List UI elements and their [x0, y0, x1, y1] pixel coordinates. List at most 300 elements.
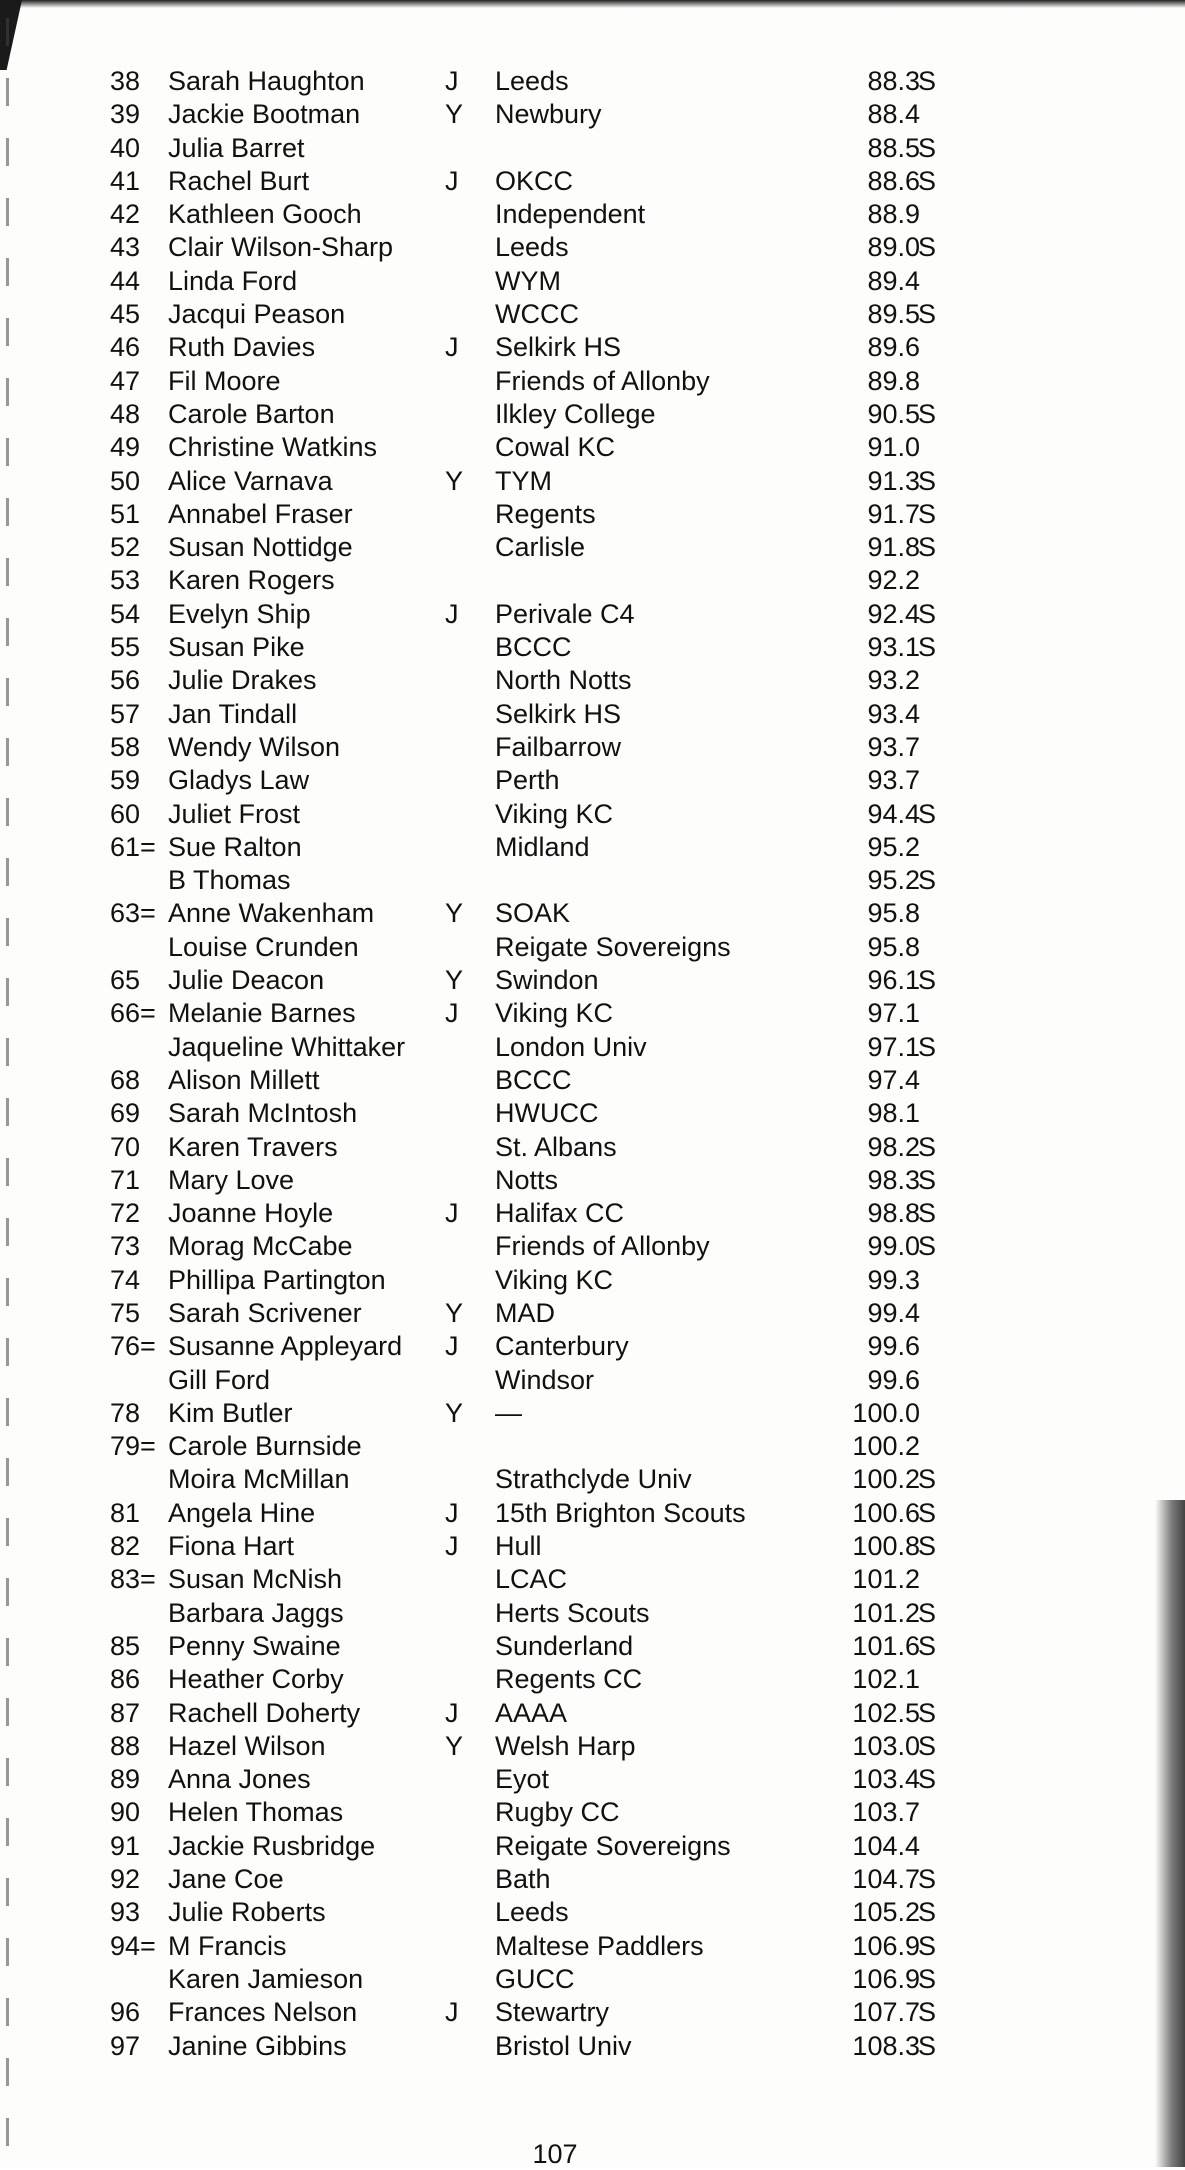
result-position: 66= — [110, 998, 156, 1029]
result-name: Penny Swaine — [168, 1630, 341, 1661]
result-name: Karen Rogers — [168, 565, 335, 596]
result-time: 98.2 — [867, 1131, 920, 1162]
result-name: Mary Love — [168, 1164, 295, 1195]
result-time: 108.3 — [852, 2030, 920, 2061]
result-row — [110, 864, 970, 897]
result-position: 58 — [110, 731, 141, 762]
result-time: 106.9 — [852, 1963, 920, 1994]
result-position: 94= — [110, 1930, 156, 1961]
result-club: Bristol Univ — [495, 2030, 632, 2061]
result-row — [110, 997, 970, 1030]
result-time: 93.7 — [867, 731, 920, 762]
result-position: 69 — [110, 1098, 141, 1129]
result-position: 89 — [110, 1764, 141, 1795]
result-position: 52 — [110, 532, 141, 563]
result-time: 98.3 — [867, 1164, 920, 1195]
result-club: Sunderland — [495, 1630, 634, 1661]
result-row — [110, 1996, 970, 2029]
result-row — [110, 1530, 970, 1563]
result-club: Regents — [495, 498, 596, 529]
result-time: 93.4 — [867, 698, 920, 729]
result-position: 90 — [110, 1797, 141, 1828]
result-flag: S — [918, 1963, 937, 1994]
result-name: Jaqueline Whittaker — [168, 1031, 406, 1062]
result-club: HWUCC — [495, 1098, 599, 1129]
result-row — [110, 1730, 970, 1763]
result-club: Friends of Allonby — [495, 365, 710, 396]
result-time: 91.0 — [867, 432, 920, 463]
result-flag: S — [918, 1531, 937, 1562]
result-club: OKCC — [495, 165, 574, 196]
result-row — [110, 631, 970, 664]
result-time: 88.3 — [867, 66, 920, 96]
result-name: Sarah McIntosh — [168, 1098, 358, 1129]
result-time: 101.6 — [852, 1630, 920, 1661]
result-name: Rachel Burt — [168, 165, 310, 196]
result-time: 101.2 — [852, 1597, 920, 1628]
result-time: 91.8 — [867, 532, 920, 563]
result-club: Independent — [495, 199, 646, 230]
result-name: Carole Burnside — [168, 1431, 362, 1462]
result-flag: S — [918, 532, 937, 563]
result-row — [110, 1563, 970, 1596]
result-name: Frances Nelson — [168, 1997, 358, 2028]
result-row — [110, 165, 970, 198]
result-club: BCCC — [495, 1064, 572, 1095]
result-row — [110, 831, 970, 864]
result-name: B Thomas — [168, 865, 291, 896]
result-position: 91 — [110, 1830, 141, 1861]
result-name: Julie Deacon — [168, 965, 325, 996]
result-name: M Francis — [168, 1930, 287, 1961]
result-name: Susan McNish — [168, 1564, 343, 1595]
result-position: 70 — [110, 1131, 141, 1162]
result-row — [110, 1930, 970, 1963]
result-name: Hazel Wilson — [168, 1730, 326, 1761]
result-flag: S — [918, 1730, 937, 1761]
result-club: WCCC — [495, 299, 579, 330]
result-club: Selkirk HS — [495, 332, 622, 363]
result-flag: S — [918, 598, 937, 629]
result-time: 90.5 — [867, 398, 920, 429]
result-category: Y — [445, 1397, 464, 1428]
result-row — [110, 431, 970, 464]
result-time: 103.7 — [852, 1797, 920, 1828]
result-flag: S — [918, 1164, 937, 1195]
result-flag: S — [918, 1864, 937, 1895]
result-time: 91.7 — [867, 498, 920, 529]
result-row — [110, 1131, 970, 1164]
result-row — [110, 1630, 970, 1663]
result-row — [110, 897, 970, 930]
result-category: J — [445, 1697, 459, 1728]
result-row — [110, 1763, 970, 1796]
result-club: Viking KC — [495, 1264, 614, 1295]
result-time: 89.4 — [867, 265, 920, 296]
result-club: Windsor — [495, 1364, 595, 1395]
result-club: TYM — [495, 465, 552, 496]
result-name: Linda Ford — [168, 265, 298, 296]
result-name: Kim Butler — [168, 1397, 293, 1428]
result-time: 102.5 — [852, 1697, 920, 1728]
result-row — [110, 931, 970, 964]
result-name: Melanie Barnes — [168, 998, 356, 1029]
result-row — [110, 1497, 970, 1530]
result-name: Sarah Haughton — [168, 66, 365, 96]
result-name: Evelyn Ship — [168, 598, 311, 629]
result-flag: S — [918, 299, 937, 330]
result-position: 55 — [110, 632, 141, 663]
result-time: 99.4 — [867, 1297, 920, 1328]
result-time: 93.7 — [867, 765, 920, 796]
result-row — [110, 1097, 970, 1130]
result-row — [110, 1264, 970, 1297]
result-row — [110, 2030, 970, 2063]
result-row — [110, 198, 970, 231]
result-name: Fil Moore — [168, 365, 281, 396]
result-name: Christine Watkins — [168, 432, 378, 463]
result-position: 44 — [110, 265, 141, 296]
result-flag: S — [918, 1464, 937, 1495]
result-time: 89.0 — [867, 232, 920, 263]
result-name: Susan Pike — [168, 632, 305, 663]
result-time: 100.0 — [852, 1397, 920, 1428]
result-position: 93 — [110, 1897, 141, 1928]
result-row — [110, 1896, 970, 1929]
result-flag: S — [918, 1897, 937, 1928]
result-flag: S — [918, 1231, 937, 1262]
result-club: Notts — [495, 1164, 559, 1195]
result-position: 49 — [110, 432, 141, 463]
result-time: 93.1 — [867, 632, 920, 663]
result-category: J — [445, 1331, 459, 1362]
result-flag: S — [918, 2030, 937, 2061]
results-list — [110, 65, 970, 2063]
result-time: 89.8 — [867, 365, 920, 396]
result-club: Viking KC — [495, 798, 614, 829]
result-flag: S — [918, 1497, 937, 1528]
result-club: Leeds — [495, 1897, 569, 1928]
result-time: 99.0 — [867, 1231, 920, 1262]
result-name: Susanne Appleyard — [168, 1331, 403, 1362]
result-row — [110, 1430, 970, 1463]
result-club: AAAA — [495, 1697, 568, 1728]
result-name: Phillipa Partington — [168, 1264, 386, 1295]
result-category: Y — [445, 965, 464, 996]
result-position: 71 — [110, 1164, 141, 1195]
result-flag: S — [918, 1597, 937, 1628]
result-position: 83= — [110, 1564, 156, 1595]
result-time: 97.1 — [867, 1031, 920, 1062]
result-flag: S — [918, 865, 937, 896]
result-row — [110, 1597, 970, 1630]
result-position: 42 — [110, 199, 141, 230]
result-club: Rugby CC — [495, 1797, 620, 1828]
result-position: 50 — [110, 465, 141, 496]
result-category: J — [445, 1497, 459, 1528]
result-flag: S — [918, 232, 937, 263]
result-position: 57 — [110, 698, 141, 729]
result-position: 72 — [110, 1198, 141, 1229]
result-row — [110, 964, 970, 997]
result-club: Carlisle — [495, 532, 586, 563]
result-name: Angela Hine — [168, 1497, 316, 1528]
result-row — [110, 1297, 970, 1330]
result-club: Regents CC — [495, 1664, 643, 1695]
result-name: Alice Varnava — [168, 465, 333, 496]
result-club: LCAC — [495, 1564, 568, 1595]
result-club: Selkirk HS — [495, 698, 622, 729]
result-row — [110, 1830, 970, 1863]
result-name: Jane Coe — [168, 1864, 284, 1895]
result-row — [110, 498, 970, 531]
result-time: 104.7 — [852, 1864, 920, 1895]
result-time: 95.8 — [867, 898, 920, 929]
result-row — [110, 1963, 970, 1996]
result-flag: S — [918, 1630, 937, 1661]
result-name: Ruth Davies — [168, 332, 316, 363]
result-position: 47 — [110, 365, 141, 396]
result-time: 102.1 — [852, 1664, 920, 1695]
result-position: 56 — [110, 665, 141, 696]
result-category: J — [445, 998, 459, 1029]
result-club: Perivale C4 — [495, 598, 635, 629]
result-position: 48 — [110, 398, 141, 429]
result-name: Karen Jamieson — [168, 1963, 364, 1994]
result-name: Rachell Doherty — [168, 1697, 361, 1728]
result-category: J — [445, 598, 459, 629]
result-time: 92.4 — [867, 598, 920, 629]
result-club: Maltese Paddlers — [495, 1930, 704, 1961]
result-name: Moira McMillan — [168, 1464, 350, 1495]
result-row — [110, 1197, 970, 1230]
result-time: 100.2 — [852, 1464, 920, 1495]
result-row — [110, 1397, 970, 1430]
result-club: Cowal KC — [495, 432, 616, 463]
result-flag: S — [918, 798, 937, 829]
result-row — [110, 1663, 970, 1696]
result-name: Carole Barton — [168, 398, 335, 429]
result-time: 103.4 — [852, 1764, 920, 1795]
result-time: 107.7 — [852, 1997, 920, 2028]
result-club: Friends of Allonby — [495, 1231, 710, 1262]
result-row — [110, 698, 970, 731]
result-row — [110, 664, 970, 697]
result-flag: S — [918, 465, 937, 496]
result-club: Leeds — [495, 232, 569, 263]
result-category: J — [445, 332, 459, 363]
result-time: 104.4 — [852, 1830, 920, 1861]
result-time: 88.4 — [867, 99, 920, 130]
result-category: J — [445, 1198, 459, 1229]
result-position: 60 — [110, 798, 141, 829]
result-name: Anna Jones — [168, 1764, 311, 1795]
result-time: 100.6 — [852, 1497, 920, 1528]
result-club: Reigate Sovereigns — [495, 931, 731, 962]
result-row — [110, 1863, 970, 1896]
result-row — [110, 1330, 970, 1363]
result-position: 96 — [110, 1997, 141, 2028]
result-row — [110, 365, 970, 398]
result-category: Y — [445, 99, 464, 130]
result-time: 93.2 — [867, 665, 920, 696]
result-category: Y — [445, 465, 464, 496]
result-name: Clair Wilson-Sharp — [168, 232, 394, 263]
result-flag: S — [918, 1198, 937, 1229]
result-time: 88.9 — [867, 199, 920, 230]
result-club: Welsh Harp — [495, 1730, 636, 1761]
result-club: Reigate Sovereigns — [495, 1830, 731, 1861]
result-time: 95.8 — [867, 931, 920, 962]
result-time: 106.9 — [852, 1930, 920, 1961]
result-position: 81 — [110, 1497, 141, 1528]
result-position: 75 — [110, 1297, 141, 1328]
result-club: Hull — [495, 1531, 542, 1562]
result-category: J — [445, 66, 459, 96]
result-name: Jackie Bootman — [168, 99, 361, 130]
result-position: 65 — [110, 965, 141, 996]
result-name: Wendy Wilson — [168, 731, 341, 762]
result-name: Susan Nottidge — [168, 532, 353, 563]
result-position: 38 — [110, 66, 141, 96]
result-club: Eyot — [495, 1764, 550, 1795]
result-club: MAD — [495, 1297, 555, 1328]
result-row — [110, 531, 970, 564]
page-left-edge — [6, 18, 9, 2158]
result-position: 51 — [110, 498, 141, 529]
result-club: St. Albans — [495, 1131, 617, 1162]
result-time: 96.1 — [867, 965, 920, 996]
result-club: — — [495, 1397, 522, 1428]
result-name: Julie Roberts — [168, 1897, 326, 1928]
result-category: Y — [445, 1297, 464, 1328]
result-position: 92 — [110, 1864, 141, 1895]
result-club: Perth — [495, 765, 560, 796]
result-position: 86 — [110, 1664, 141, 1695]
result-time: 99.3 — [867, 1264, 920, 1295]
result-time: 88.5 — [867, 132, 920, 163]
result-club: Swindon — [495, 965, 599, 996]
result-flag: S — [918, 398, 937, 429]
result-position: 97 — [110, 2030, 141, 2061]
result-name: Jan Tindall — [168, 698, 298, 729]
result-position: 43 — [110, 232, 141, 263]
result-position: 76= — [110, 1331, 156, 1362]
result-name: Anne Wakenham — [168, 898, 375, 929]
result-name: Kathleen Gooch — [168, 199, 362, 230]
result-name: Fiona Hart — [168, 1531, 295, 1562]
result-position: 78 — [110, 1397, 141, 1428]
result-flag: S — [918, 1697, 937, 1728]
result-row — [110, 1064, 970, 1097]
result-row — [110, 1463, 970, 1496]
result-row — [110, 1364, 970, 1397]
result-row — [110, 564, 970, 597]
result-position: 53 — [110, 565, 141, 596]
page-corner-shadow — [0, 0, 22, 70]
result-time: 97.1 — [867, 998, 920, 1029]
result-row — [110, 798, 970, 831]
result-position: 74 — [110, 1264, 141, 1295]
result-flag: S — [918, 1031, 937, 1062]
result-time: 94.4 — [867, 798, 920, 829]
result-name: Gladys Law — [168, 765, 310, 796]
result-club: 15th Brighton Scouts — [495, 1497, 746, 1528]
result-row — [110, 1164, 970, 1197]
result-position: 41 — [110, 165, 141, 196]
result-time: 101.2 — [852, 1564, 920, 1595]
page-number: 107 — [532, 2139, 578, 2169]
result-row — [110, 265, 970, 298]
result-name: Sue Ralton — [168, 831, 302, 862]
result-position: 88 — [110, 1730, 141, 1761]
result-name: Janine Gibbins — [168, 2030, 347, 2061]
result-name: Juliet Frost — [168, 798, 301, 829]
result-flag: S — [918, 1131, 937, 1162]
result-name: Sarah Scrivener — [168, 1297, 362, 1328]
result-time: 88.6 — [867, 165, 920, 196]
result-time: 98.1 — [867, 1098, 920, 1129]
result-flag: S — [918, 632, 937, 663]
result-row — [110, 465, 970, 498]
result-time: 95.2 — [867, 831, 920, 862]
result-club: London Univ — [495, 1031, 647, 1062]
result-row — [110, 331, 970, 364]
result-club: WYM — [495, 265, 561, 296]
result-time: 89.5 — [867, 299, 920, 330]
result-position: 73 — [110, 1231, 141, 1262]
result-position: 79= — [110, 1431, 156, 1462]
result-name: Julie Drakes — [168, 665, 317, 696]
result-position: 63= — [110, 898, 156, 929]
result-club: GUCC — [495, 1963, 575, 1994]
result-position: 40 — [110, 132, 141, 163]
result-club: Ilkley College — [495, 398, 656, 429]
result-time: 103.0 — [852, 1730, 920, 1761]
result-name: Jackie Rusbridge — [168, 1830, 376, 1861]
page-top-shadow — [0, 0, 1185, 8]
result-club: BCCC — [495, 632, 572, 663]
result-flag: S — [918, 165, 937, 196]
result-category: J — [445, 1997, 459, 2028]
result-row — [110, 1697, 970, 1730]
result-flag: S — [918, 1997, 937, 2028]
result-position: 82 — [110, 1531, 141, 1562]
result-name: Heather Corby — [168, 1664, 344, 1695]
result-time: 89.6 — [867, 332, 920, 363]
result-row — [110, 598, 970, 631]
result-category: J — [445, 165, 459, 196]
result-position: 68 — [110, 1064, 141, 1095]
result-club: Midland — [495, 831, 590, 862]
result-category: J — [445, 1531, 459, 1562]
result-club: Newbury — [495, 99, 602, 130]
result-club: North Notts — [495, 665, 632, 696]
result-time: 105.2 — [852, 1897, 920, 1928]
result-row — [110, 231, 970, 264]
result-club: Strathclyde Univ — [495, 1464, 692, 1495]
result-name: Julia Barret — [168, 132, 305, 163]
result-position: 46 — [110, 332, 141, 363]
result-category: Y — [445, 898, 464, 929]
result-position: 59 — [110, 765, 141, 796]
result-time: 98.8 — [867, 1198, 920, 1229]
result-club: Herts Scouts — [495, 1597, 650, 1628]
result-position: 39 — [110, 99, 141, 130]
result-name: Helen Thomas — [168, 1797, 344, 1828]
result-flag: S — [918, 965, 937, 996]
result-time: 99.6 — [867, 1331, 920, 1362]
